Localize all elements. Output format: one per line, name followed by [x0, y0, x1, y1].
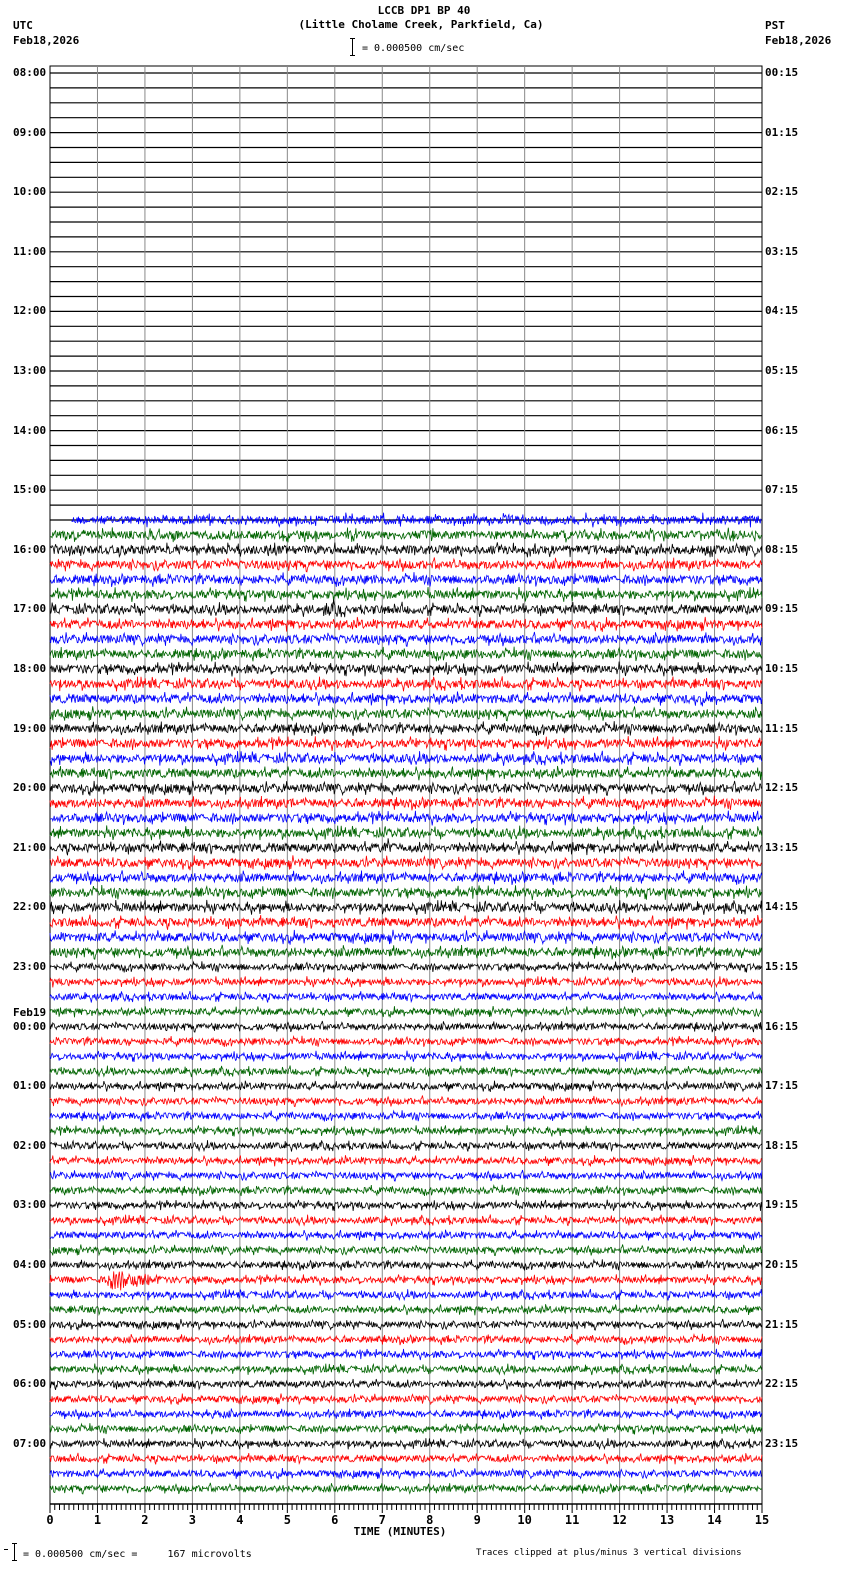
- left-hour-label: 14:00: [13, 423, 47, 437]
- x-tick-label: 2: [141, 1513, 149, 1527]
- right-hour-label: 23:15: [765, 1436, 799, 1450]
- left-hour-label: 13:00: [13, 364, 47, 377]
- seismic-trace: [50, 1289, 762, 1301]
- left-hour-label: 06:00: [13, 1377, 47, 1391]
- chart-subtitle: (Little Cholame Creek, Parkfield, Ca): [298, 18, 544, 31]
- seismic-trace: [50, 1394, 762, 1405]
- right-hour-label: 13:15: [765, 840, 799, 854]
- left-hour-label: 15:00: [13, 483, 47, 497]
- right-hour-label: 18:15: [765, 1138, 799, 1152]
- footer-mark: [4, 1549, 8, 1550]
- chart-title: LCCB DP1 BP 40: [377, 4, 471, 17]
- seismic-trace: [50, 1349, 762, 1360]
- right-hour-label: 20:15: [765, 1258, 799, 1271]
- seismic-trace: [50, 587, 762, 602]
- x-tick-label: 15: [754, 1513, 770, 1527]
- seismic-trace: [50, 721, 762, 736]
- seismic-trace: [50, 1155, 762, 1166]
- date-change-label: Feb19: [13, 1005, 47, 1019]
- seismic-trace: [50, 855, 762, 870]
- seismic-trace: [50, 1423, 762, 1434]
- left-hour-label: 19:00: [13, 721, 47, 735]
- x-tick-label: 13: [659, 1513, 675, 1527]
- seismic-trace: [50, 1036, 762, 1047]
- seismic-trace: [50, 1245, 762, 1256]
- seismic-trace: [50, 1364, 762, 1376]
- seismic-trace: [50, 600, 762, 618]
- seismic-trace: [50, 751, 762, 766]
- seismic-trace: [50, 1379, 762, 1390]
- x-tick-label: 3: [188, 1513, 197, 1527]
- left-hour-label: 16:00: [13, 542, 47, 556]
- right-hour-label: 21:15: [765, 1317, 799, 1331]
- seismic-trace: [50, 1200, 762, 1211]
- right-timezone: PST: [765, 19, 785, 32]
- x-tick-label: 12: [612, 1513, 627, 1527]
- right-hour-label: 10:15: [765, 662, 799, 675]
- seismic-trace: [50, 1483, 762, 1494]
- seismic-trace: [50, 870, 762, 885]
- seismic-trace: [50, 1110, 762, 1121]
- seismic-trace: [50, 617, 762, 632]
- seismic-trace: [50, 662, 762, 677]
- seismic-trace: [50, 1215, 762, 1227]
- seismic-trace: [50, 811, 762, 826]
- left-hour-label: 08:00: [13, 66, 47, 79]
- x-tick-label: 9: [473, 1513, 481, 1527]
- x-axis-label: TIME (MINUTES): [353, 1525, 447, 1538]
- left-hour-label: 20:00: [13, 781, 47, 795]
- seismic-trace: [50, 1453, 762, 1465]
- seismic-trace: [50, 1304, 762, 1315]
- seismic-trace: [50, 1259, 762, 1270]
- seismic-trace: [50, 915, 762, 930]
- right-hour-label: 01:15: [765, 125, 799, 139]
- left-hour-label: 03:00: [13, 1198, 47, 1212]
- seismic-trace: [50, 632, 762, 647]
- right-hour-label: 14:15: [765, 900, 799, 914]
- seismic-trace: [50, 1468, 762, 1479]
- right-hour-label: 08:15: [765, 542, 799, 556]
- right-hour-label: 11:15: [765, 721, 799, 735]
- left-hour-label: 05:00: [13, 1317, 47, 1331]
- seismic-trace: [50, 572, 762, 587]
- right-hour-label: 12:15: [765, 781, 799, 795]
- seismic-trace: [50, 1021, 762, 1032]
- right-hour-label: 17:15: [765, 1079, 799, 1093]
- left-timezone: UTC: [13, 19, 33, 32]
- right-hour-label: 05:15: [765, 364, 799, 377]
- x-tick-label: 8: [426, 1513, 434, 1527]
- right-hour-label: 06:15: [765, 423, 799, 437]
- seismic-trace: [50, 900, 762, 915]
- x-tick-label: 10: [517, 1513, 532, 1527]
- seismic-trace: [50, 527, 762, 542]
- left-hour-label: 09:00: [13, 125, 47, 139]
- right-hour-label: 00:15: [765, 66, 799, 79]
- seismic-trace: [50, 1334, 762, 1345]
- left-hour-label: 23:00: [13, 960, 47, 973]
- seismic-trace: [50, 1271, 762, 1290]
- left-hour-label: 12:00: [13, 304, 47, 318]
- seismic-trace: [50, 1185, 762, 1196]
- seismic-trace: [50, 1170, 762, 1181]
- seismic-trace: [50, 838, 762, 855]
- seismic-trace: [50, 781, 762, 796]
- footer-scale-bar-icon: [12, 1543, 17, 1561]
- seismic-trace: [50, 1006, 762, 1017]
- seismic-trace: [50, 1125, 762, 1136]
- x-tick-label: 5: [283, 1513, 291, 1527]
- seismic-trace: [50, 930, 762, 945]
- seismic-trace: [50, 885, 762, 900]
- left-hour-label: 04:00: [13, 1258, 47, 1271]
- left-hour-label: 00:00: [13, 1019, 47, 1033]
- x-tick-label: 14: [707, 1513, 722, 1527]
- seismic-trace: [50, 825, 762, 840]
- seismic-trace: [50, 1140, 762, 1152]
- seismic-trace: [50, 557, 762, 572]
- left-date: Feb18,2026: [13, 34, 80, 47]
- scale-text: = 0.000500 cm/sec: [362, 43, 465, 54]
- seismic-trace: [50, 961, 762, 972]
- seismic-trace: [50, 676, 762, 691]
- seismic-trace: [50, 796, 762, 811]
- clip-note: Traces clipped at plus/minus 3 vertical divisions: [476, 1548, 742, 1558]
- left-hour-label: 22:00: [13, 900, 47, 914]
- right-hour-label: 07:15: [765, 483, 799, 497]
- footer-scale: = 0.000500 cm/sec = 167 microvolts: [23, 1549, 252, 1560]
- seismic-trace: [50, 1230, 762, 1241]
- right-hour-label: 16:15: [765, 1019, 799, 1033]
- seismic-trace: [50, 1096, 762, 1107]
- x-tick-label: 4: [236, 1513, 244, 1527]
- right-hour-label: 09:15: [765, 602, 799, 616]
- left-hour-label: 17:00: [13, 602, 47, 616]
- left-hour-label: 11:00: [13, 244, 47, 258]
- x-tick-label: 0: [46, 1513, 54, 1527]
- seismic-trace: [50, 647, 762, 662]
- right-hour-label: 15:15: [765, 960, 799, 973]
- left-hour-label: 21:00: [13, 840, 47, 854]
- seismic-trace: [71, 513, 761, 528]
- seismic-trace: [50, 736, 762, 751]
- left-hour-label: 10:00: [13, 185, 47, 199]
- seismic-trace: [50, 542, 762, 557]
- left-hour-label: 18:00: [13, 662, 47, 675]
- right-hour-label: 04:15: [765, 304, 799, 318]
- left-hour-label: 02:00: [13, 1138, 47, 1152]
- right-hour-label: 03:15: [765, 244, 799, 258]
- x-tick-label: 1: [93, 1513, 102, 1527]
- seismic-trace: [50, 706, 762, 721]
- seismic-trace: [50, 1438, 762, 1449]
- left-hour-label: 07:00: [13, 1436, 47, 1450]
- left-hour-label: 01:00: [13, 1079, 47, 1093]
- x-tick-label: 11: [564, 1513, 580, 1527]
- x-tick-label: 7: [378, 1513, 386, 1527]
- right-hour-label: 22:15: [765, 1377, 799, 1391]
- seismic-trace: [50, 1066, 762, 1078]
- right-date: Feb18,2026: [765, 34, 832, 47]
- seismic-trace: [50, 766, 762, 781]
- right-hour-label: 02:15: [765, 185, 799, 199]
- seismic-trace: [50, 1319, 762, 1330]
- right-hour-label: 19:15: [765, 1198, 799, 1212]
- x-tick-label: 6: [331, 1513, 339, 1527]
- seismic-trace: [50, 945, 762, 960]
- seismic-trace: [50, 1081, 762, 1092]
- seismic-trace: [50, 976, 762, 987]
- seismic-trace: [50, 1051, 762, 1062]
- seismic-trace: [50, 1408, 762, 1419]
- seismic-trace: [50, 991, 762, 1003]
- seismic-trace: [50, 692, 762, 707]
